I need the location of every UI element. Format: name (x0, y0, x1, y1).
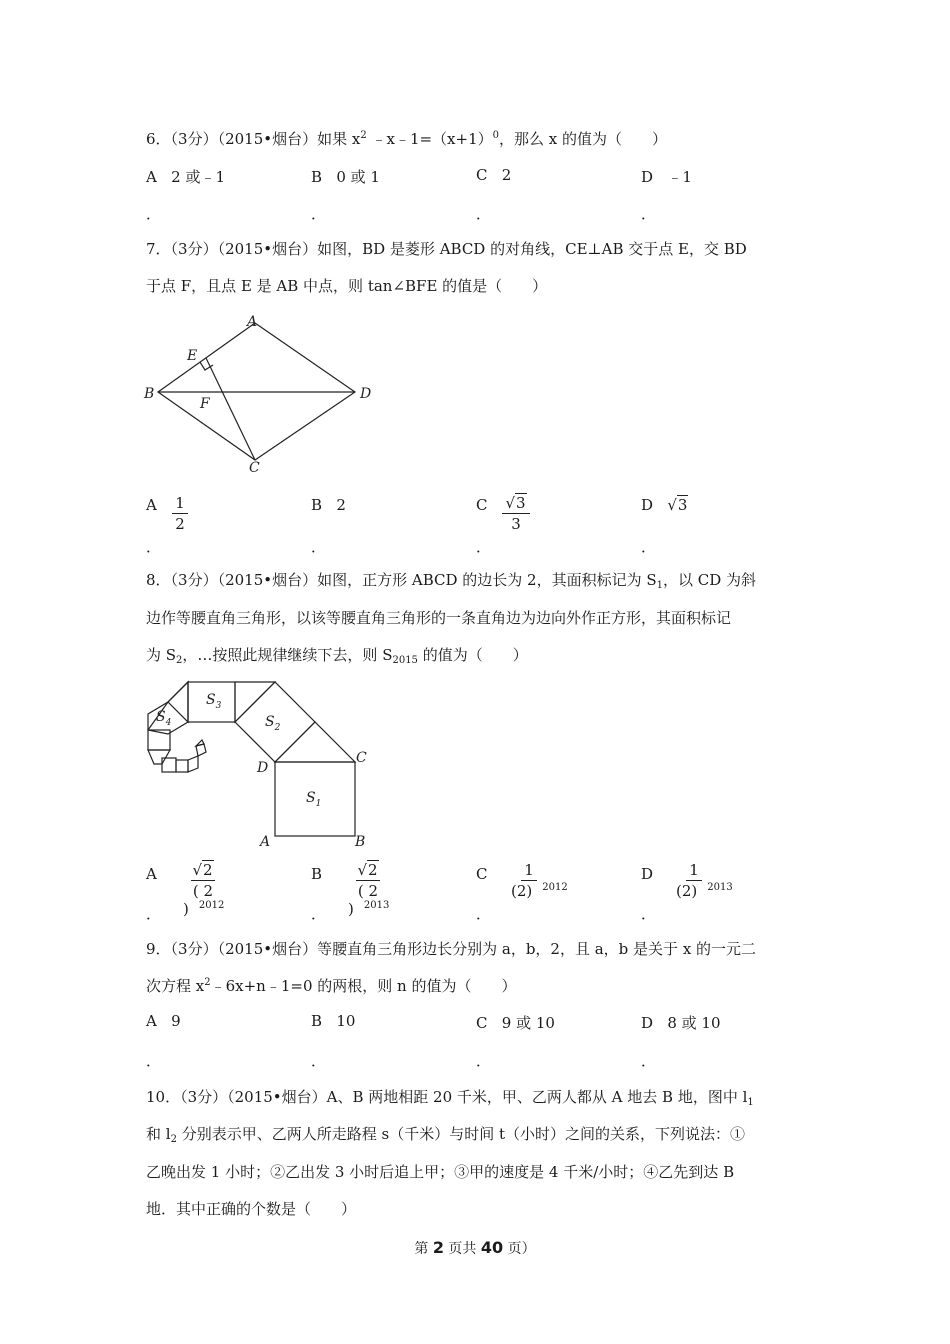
q6-stem: 6．（3分）（2015•烟台）如果 $x^2$ $﹣x﹣1=(x+1)^0$，那么 x 的值为（ ） (146, 130, 668, 148)
q8-stem-line3: 为 $S_2$，…按照此规律继续下去，则 $S_{2015}$ 的值为（ ） (146, 646, 528, 666)
label-c: C (356, 750, 367, 766)
label-s1: $S_1$ (306, 790, 322, 809)
q7-dot-c: ． (476, 538, 492, 556)
q10-stem-line1: 10．（3分）（2015•烟台）A、B 两地相距 20 千米，甲、乙两人都从 A 地去 B 地，图中 $l_1$ (146, 1088, 754, 1108)
q9-dot-d: ． (641, 1052, 657, 1070)
label-c: C (249, 460, 260, 476)
q9-stem-line1: 9．（3分）（2015•烟台）等腰直角三角形边长分别为 a，b，2，且 a，b 是关于 x 的一元二 (146, 940, 757, 958)
label-a: A (247, 314, 258, 330)
q9-dot-b: ． (311, 1052, 327, 1070)
q8-option-a-expr[interactable]: √2 ( 2 ) $^{2012}$ (183, 861, 225, 918)
q7-dot-d: ． (641, 538, 657, 556)
q7-option-c-fraction[interactable]: √3 3 (502, 494, 530, 533)
q6-dot-a: ． (146, 205, 162, 223)
q8-stem-line1: 8．（3分）（2015•烟台）如图，正方形 ABCD 的边长为 2，其面积标记为 $S_1$，以 CD 为斜 (146, 571, 757, 591)
q7-stem-line1: 7．（3分）（2015•烟台）如图，BD 是菱形 ABCD 的对角线，CE⊥AB 交于点 E，交 BD (146, 240, 747, 258)
segment-ce (206, 358, 255, 460)
current-page-number: 2 (432, 1238, 444, 1257)
q7-dot-a: ． (146, 538, 162, 556)
q6-dot-b: ． (311, 205, 327, 223)
triangle-1 (275, 722, 355, 762)
q9-dot-c: ． (476, 1052, 492, 1070)
label-s2: $S_2$ (265, 714, 281, 733)
square-s2 (235, 682, 315, 762)
q8-stem-line2: 边作等腰直角三角形，以该等腰直角三角形的一条直角边为边向外作正方形，其面积标记 (146, 609, 732, 627)
q7-option-c-letter[interactable]: C (476, 496, 488, 514)
q7-stem-line2: 于点 F，且点 E 是 AB 中点，则 tan∠BFE 的值是（ ） (146, 277, 548, 295)
page-footer: 第 2 页共 40 页） (414, 1238, 536, 1257)
triangle-3 (168, 682, 188, 722)
q8-option-c-expr[interactable]: 1 (2) $^{2012}$ (511, 861, 568, 900)
label-f: F (200, 396, 210, 412)
square-s5 (148, 730, 170, 750)
q8-dot-a: ． (146, 905, 162, 923)
q9-dot-a: ． (146, 1052, 162, 1070)
q8-dot-c: ． (476, 905, 492, 923)
label-d: D (360, 386, 372, 402)
q9-option-d[interactable]: D 8 或 10 (641, 1014, 721, 1032)
q10-stem-line2: 和 $l_2$ 分别表示甲、乙两人所走路程 s（千米）与时间 t（小时）之间的关系，下列说法：① (146, 1125, 745, 1145)
q8-option-b-expr[interactable]: √2 ( 2 ) $^{2013}$ (348, 861, 390, 918)
label-s3: $S_3$ (206, 692, 222, 711)
q7-rhombus-figure (140, 310, 390, 480)
q9-option-b[interactable]: B 10 (311, 1012, 356, 1030)
q8-square-spiral-figure (140, 674, 380, 852)
q7-option-a-letter[interactable]: A (146, 496, 157, 514)
total-page-number: 40 (480, 1238, 504, 1257)
label-b: B (355, 834, 366, 850)
square-s6 (148, 750, 170, 764)
label-b: B (144, 386, 155, 402)
q10-stem-line3: 乙晚出发 1 小时；②乙出发 3 小时后追上甲；③甲的速度是 4 千米/小时；④乙先到达 B (146, 1163, 735, 1181)
square-s9 (188, 756, 198, 772)
q6-option-d[interactable]: D ﹣1 (641, 168, 692, 186)
q6-option-c[interactable]: C 2 (476, 166, 512, 184)
q8-option-d-letter[interactable]: D (641, 865, 654, 883)
square-s8 (176, 760, 188, 772)
q8-option-a-letter[interactable]: A (146, 865, 157, 883)
q8-option-b-letter[interactable]: B (311, 865, 323, 883)
q8-option-c-letter[interactable]: C (476, 865, 488, 883)
square-s11 (196, 740, 204, 746)
q7-option-d[interactable]: D √3 (641, 496, 688, 514)
q8-dot-b: ． (311, 905, 327, 923)
q9-option-a[interactable]: A 9 (146, 1012, 181, 1030)
q10-stem-line4: 地．其中正确的个数是（ ） (146, 1200, 357, 1218)
label-a: A (260, 834, 271, 850)
label-d: D (257, 760, 269, 776)
q7-option-b[interactable]: B 2 (311, 496, 346, 514)
q9-option-c[interactable]: C 9 或 10 (476, 1014, 555, 1032)
q7-dot-b: ． (311, 538, 327, 556)
q6-option-b[interactable]: B 0 或 1 (311, 168, 380, 186)
q6-option-a[interactable]: A 2 或﹣1 (146, 168, 226, 186)
q6-dot-d: ． (641, 205, 657, 223)
q8-option-d-expr[interactable]: 1 (2) $^{2013}$ (676, 861, 733, 900)
label-e: E (187, 348, 198, 364)
q7-option-a-fraction[interactable]: 1 2 (172, 494, 188, 533)
label-s4: $S_4$ (156, 709, 172, 728)
q9-stem-line2: 次方程 $x^2﹣6x+n﹣1=0$ 的两根，则 n 的值为（ ） (146, 977, 517, 995)
q8-dot-d: ． (641, 905, 657, 923)
q6-dot-c: ． (476, 205, 492, 223)
